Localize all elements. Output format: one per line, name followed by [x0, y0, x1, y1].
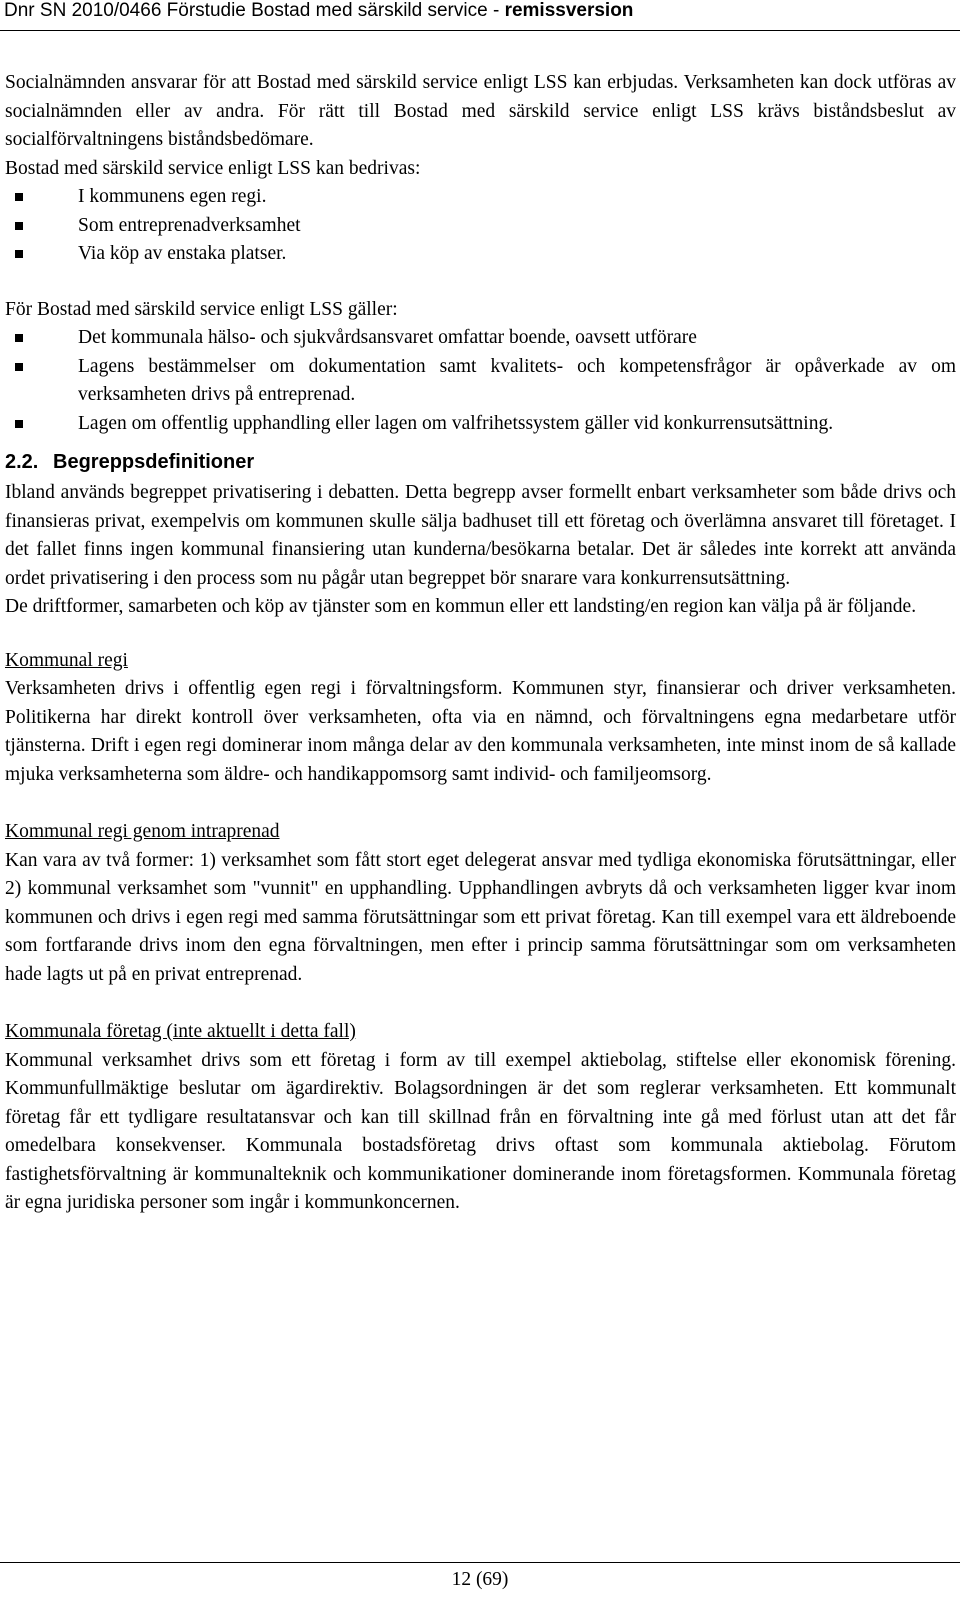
list-item — [5, 353, 956, 410]
spacer — [5, 789, 956, 818]
list-item — [5, 183, 956, 212]
list-item — [5, 410, 956, 439]
list-item-text: Lagens bestämmelser om dokumentation samt kvalitets- och kompetensfrågor är opåverkade av om verksamheten drivs på entreprenad. — [78, 355, 956, 405]
definition-heading: Kommunala företag (inte aktuellt i detta fall) — [5, 1021, 356, 1042]
square-bullet-icon — [15, 363, 23, 371]
square-bullet-icon — [15, 334, 23, 342]
definition-text: Kommunal verksamhet drivs som ett företag i form av till exempel aktiebolag, stiftelse eller ekonomisk förening. Kommunfullmäktige beslutar om ägardirektiv. Bolagsordningen är det som reglerar verksamheten. Ett kommunalt företag får ett tydligare resultatansvar och kan till skillnad från en förvaltning inte gå med förlust utan att det får omedelbara konsekvenser. Kommunala bostadsföretag drivs oftast som kommunala aktiebolag. Förutom fastighetsförvaltning är kommunalteknik och kommunikationer dominerande inom företagsformen. Kommunala företag är egna juridiska personer som ingår i kommunkoncernen. — [5, 1049, 956, 1213]
list-item-text: Lagen om offentlig upphandling eller lagen om valfrihetssystem gäller vid konkurrensutsättning. — [78, 412, 834, 434]
section-number: 2.2. — [5, 451, 39, 473]
square-bullet-icon — [15, 420, 23, 428]
section-paragraph: De driftformer, samarbeten och köp av tjänster som en kommun eller ett landsting/en region kan välja på är följande. — [5, 596, 917, 617]
square-bullet-icon — [15, 193, 23, 201]
applies-list — [5, 324, 956, 438]
header-document-id: Dnr SN 2010/0466 Förstudie Bostad med särskild service - — [4, 0, 505, 21]
page-number: 12 (69) — [451, 1569, 509, 1590]
square-bullet-icon — [15, 222, 23, 230]
running-header — [0, 0, 960, 32]
list-item — [5, 324, 956, 353]
intro-paragraph: Socialnämnden ansvarar för att Bostad med särskild service enligt LSS kan erbjudas. Verksamheten kan dock utföras av socialnämnden eller av andra. För rätt till Bostad med särskild service enligt LSS krävs biståndsbeslut av socialförvaltningens biståndsbedömare. — [5, 72, 956, 150]
list-item — [5, 212, 956, 241]
spacer — [5, 269, 956, 296]
definition-heading: Kommunal regi — [5, 649, 128, 671]
header-divider — [0, 30, 960, 31]
spacer — [5, 622, 956, 647]
definition-text: Verksamheten drivs i offentlig egen regi i förvaltningsform. Kommunen styr, finansierar och driver verksamheten. Politikerna har direkt kontroll över verksamheten, ofta via en nämnd, och förvaltningens egna medarbetare utför tjänsterna. Drift i egen regi dominerar inom många delar av den kommunala verksamheten, inte minst inom de så kallade mjuka verksamheterna som äldre- och handikappomsorg samt individ- och familjeomsorg. — [5, 678, 956, 785]
list-item-text: I kommunens egen regi. — [78, 186, 267, 207]
list-item-text: Via köp av enstaka platser. — [78, 243, 287, 264]
list-item-text: Det kommunala hälso- och sjukvårdsansvaret omfattar boende, oavsett utförare — [78, 327, 697, 348]
definition-heading: Kommunal regi genom intraprenad — [5, 821, 280, 842]
list-item — [5, 240, 956, 269]
operation-forms-list — [5, 183, 956, 269]
square-bullet-icon — [15, 250, 23, 258]
section-heading — [5, 448, 956, 476]
list-item-text: Som entreprenadverksamhet — [78, 214, 301, 236]
intro-lead: Bostad med särskild service enligt LSS kan bedrivas: — [5, 157, 421, 179]
document-body — [5, 69, 956, 1218]
section-paragraph: Ibland används begreppet privatisering i debatten. Detta begrepp avser formellt enbart verksamheter som både drivs och finansieras privat, exempelvis om kommunen skulle sälja badhuset till ett företag och överlämna ansvaret till företaget. I det fallet finns ingen kommunal finansiering utan kunderna/besökarna betalar. Det är således inte korrekt att använda ordet privatisering i den process som nu pågår utan begreppet bör snarare vara konkurrensutsättning. — [5, 482, 956, 589]
header-version: remissversion — [504, 0, 634, 21]
definition-text: Kan vara av två former: 1) verksamhet som fått stort eget delegerat ansvar med tydliga ekonomiska förutsättningar, eller 2) kommunal verksamhet som "vunnit" en upphandling. Upphandlingen avbryts då och verksamheten ligger kvar inom kommunen och drivs i egen regi med samma förutsättningar som ett privat företag. Kan till exempel vara ett äldreboende som fortfarande drivs inom den egna förvaltningen, men efter i princip samma förutsättningar som om verksamheten hade lagts ut på en privat entreprenad. — [5, 849, 956, 985]
footer-divider — [0, 1562, 960, 1563]
section-title: Begreppsdefinitioner — [53, 451, 255, 473]
applies-lead: För Bostad med särskild service enligt LSS gäller: — [5, 298, 398, 320]
spacer — [5, 989, 956, 1018]
